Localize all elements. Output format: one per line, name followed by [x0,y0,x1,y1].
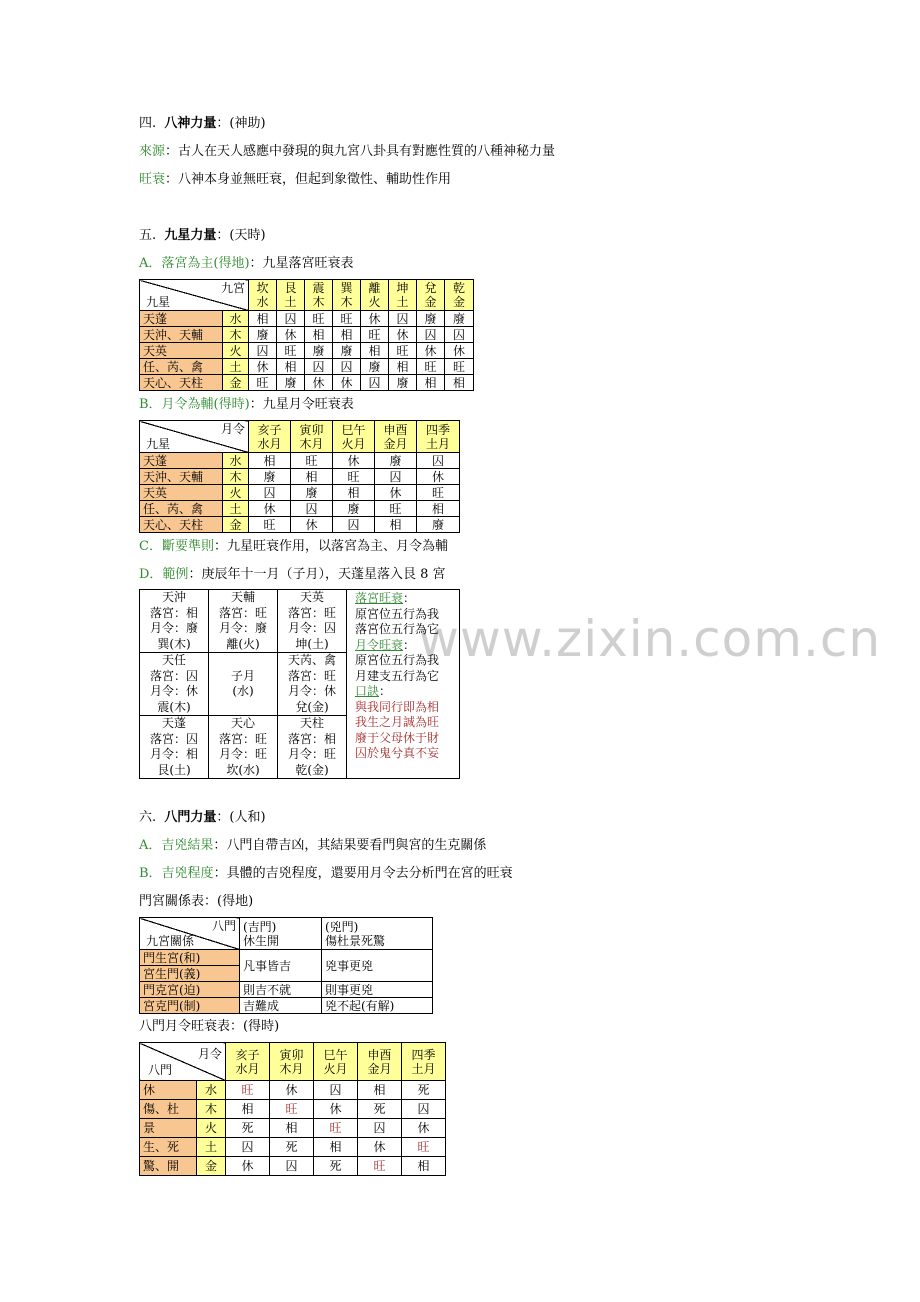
table-row [140,1119,446,1138]
state-cell: 相 [333,485,375,501]
door-name: 休 [140,1081,197,1100]
corner-cell: 九宮 九星 [140,280,249,311]
state-cell: 休 [333,375,361,391]
subsection-d-label: D．範例 [139,567,189,582]
state-cell: 休 [402,1119,446,1138]
state-cell: 相 [358,1081,402,1100]
palace-cell: 天柱 落宮：相 月令：旺 乾(金) [278,716,347,779]
source-text: ：古人在天人感應中發現的與九宮八卦具有對應性質的八種神秘力量 [165,144,556,159]
table-row [140,982,433,998]
state-cell: 旺 [226,1081,270,1100]
state-cell: 相 [333,327,361,343]
state-cell: 休 [277,327,305,343]
state-cell: 廢 [417,311,445,327]
star-element: 土 [223,359,249,375]
state-cell: 囚 [249,343,277,359]
state-cell: 廢 [375,453,417,469]
palace-header: 震 木 [305,280,333,311]
state-cell: 相 [226,1100,270,1119]
star-month-table [139,420,460,533]
state-cell: 相 [361,343,389,359]
month-header: 四季 土月 [417,421,460,453]
state-cell: 廢 [291,485,333,501]
state-cell: 囚 [314,1081,358,1100]
palace-cell: 天任 落宮：囚 月令：休 震(木) [140,653,209,716]
state-cell: 囚 [270,1157,314,1176]
table-row [140,327,474,343]
month-header: 申酉 金月 [358,1043,402,1081]
state-cell: 休 [417,343,445,359]
state-cell: 休 [270,1081,314,1100]
auspicious-door-header: (吉門) 休生開 [240,918,322,950]
relation-label: 宮生門(義) [140,966,240,982]
table-row [140,1081,446,1100]
table-row [140,1157,446,1176]
state-cell: 囚 [445,327,474,343]
state-cell: 廢 [361,359,389,375]
door-name: 景 [140,1119,197,1138]
state-cell: 囚 [277,311,305,327]
state-cell: 旺 [417,359,445,375]
door-palace-table-title: 門宮關係表：(得地) [139,894,254,909]
subsection-c-text: ：九星旺衰作用，以落宮為主、月令為輔 [213,539,448,554]
state-cell: 廢 [305,343,333,359]
section-4-heading [139,116,266,132]
state-cell: 相 [305,327,333,343]
palace-cell: 天蓬 落宮：囚 月令：相 艮(土) [140,716,209,779]
subsection-a [139,256,354,272]
subsection-a-text: ：九星落宮旺衰表 [249,256,354,271]
relation-cell: 吉難成 [240,998,322,1014]
example-grid [139,589,460,779]
palace-header: 巽 木 [333,280,361,311]
state-cell: 旺 [358,1157,402,1176]
table-row [140,950,433,966]
table-row [140,517,460,533]
state-cell: 囚 [333,359,361,375]
star-name: 天沖、天輔 [140,327,223,343]
state-cell: 休 [361,311,389,327]
relation-cell: 兇不起(有解) [322,998,433,1014]
month-header: 巳午 火月 [314,1043,358,1081]
subsection-c [139,539,448,555]
month-header: 巳午 火月 [333,421,375,453]
star-palace-table [139,279,474,391]
state-cell: 休 [305,375,333,391]
star-name: 天英 [140,343,223,359]
wangshuai-line [139,172,451,188]
state-cell: 相 [277,359,305,375]
month-header: 亥子 水月 [249,421,291,453]
state-cell: 旺 [445,359,474,375]
section-title: 八神力量 [164,116,217,131]
state-cell: 囚 [417,453,460,469]
table-row [140,311,474,327]
star-name: 天沖、天輔 [140,469,223,485]
palace-header: 坤 土 [389,280,417,311]
month-header: 四季 土月 [402,1043,446,1081]
watermark: www.zixin.com.cn [418,610,882,668]
state-cell: 廢 [417,517,460,533]
palace-cell: 天英 落宮：旺 月令：囚 坤(土) [278,590,347,653]
state-cell: 囚 [389,311,417,327]
state-cell: 相 [417,375,445,391]
state-cell: 休 [249,359,277,375]
relation-cell: 則吉不就 [240,982,322,998]
state-cell: 旺 [305,311,333,327]
section-subtitle: ：(天時) [216,228,266,243]
month-header: 亥子 水月 [226,1043,270,1081]
door-name: 驚、開 [140,1157,197,1176]
state-cell: 休 [389,327,417,343]
state-cell: 死 [226,1119,270,1138]
palace-cell: 天輔 落宮：旺 月令：廢 離(火) [209,590,278,653]
state-cell: 休 [333,453,375,469]
state-cell: 囚 [226,1138,270,1157]
door-element: 火 [197,1119,226,1138]
state-cell: 相 [417,501,460,517]
month-header: 寅卯 木月 [270,1043,314,1081]
subsection-b-text: ：九星月令旺衰表 [249,397,354,412]
star-name: 天蓬 [140,453,223,469]
inauspicious-door-header: (兇門) 傷杜景死驚 [322,918,433,950]
palace-cell: 天沖 落宮：相 月令：廢 巽(木) [140,590,209,653]
door-palace-table [139,917,433,1014]
state-cell: 旺 [333,469,375,485]
state-cell: 相 [402,1157,446,1176]
source-line [139,144,555,160]
palace-cell: 天心 落宮：旺 月令：旺 坎(水) [209,716,278,779]
table-row [140,469,460,485]
state-cell: 旺 [270,1100,314,1119]
state-cell: 廢 [389,375,417,391]
relation-cell: 凡事皆吉 [240,950,322,982]
state-cell: 休 [417,469,460,485]
section-subtitle: ：(神助) [216,116,266,131]
table-row [140,485,460,501]
palace-header: 坎 水 [249,280,277,311]
state-cell: 囚 [402,1100,446,1119]
table-row [140,343,474,359]
table-row [140,998,433,1014]
state-cell: 囚 [291,501,333,517]
table-row [140,453,460,469]
state-cell: 相 [389,359,417,375]
subsection-6a-text: ：八門自帶吉凶，其結果要看門與宮的生克關係 [213,838,487,853]
palace-cell: 天芮、禽 落宮：旺 月令：休 兌(金) [278,653,347,716]
section-title: 九星力量 [164,228,217,243]
state-cell: 相 [249,453,291,469]
state-cell: 相 [291,469,333,485]
month-header: 申酉 金月 [375,421,417,453]
section-number: 四. [139,116,157,131]
relation-label: 宮克門(制) [140,998,240,1014]
corner-cell: 月令 九星 [140,421,249,453]
star-element: 金 [223,517,249,533]
state-cell: 旺 [277,343,305,359]
palace-header: 艮 土 [277,280,305,311]
door-element: 木 [197,1100,226,1119]
state-cell: 廢 [333,501,375,517]
state-cell: 休 [291,517,333,533]
state-cell: 休 [314,1100,358,1119]
state-cell: 相 [270,1119,314,1138]
star-name: 任、芮、禽 [140,359,223,375]
star-element: 土 [223,501,249,517]
state-cell: 死 [314,1157,358,1176]
subsection-a-label: A．落宮為主(得地) [139,256,250,271]
subsection-d-text: ：庚辰年十一月（子月），天蓬星落入艮 8 宮 [188,567,446,582]
door-element: 水 [197,1081,226,1100]
rule-note: 落宮旺衰： 原宮位五行為我 落宮位五行為它 月令旺衰： 原宮位五行為我 月建支五行為它 口訣： 與我同行即為相 我生之月誠為旺 廢于父母休于財 囚於鬼兮真不妄 [347,590,460,779]
star-element: 火 [223,343,249,359]
state-cell: 休 [226,1157,270,1176]
star-name: 天心、天柱 [140,517,223,533]
star-name: 任、芮、禽 [140,501,223,517]
state-cell: 旺 [249,517,291,533]
state-cell: 囚 [417,327,445,343]
door-month-table [139,1042,446,1176]
center-palace-cell: 子月 (水) [209,653,278,716]
subsection-d [139,567,445,583]
state-cell: 旺 [389,343,417,359]
state-cell: 囚 [358,1119,402,1138]
state-cell: 相 [249,311,277,327]
section-subtitle: ：(人和) [216,810,266,825]
section-title: 八門力量 [164,810,217,825]
state-cell: 囚 [361,375,389,391]
subsection-6a-label: A．吉兇結果 [139,838,214,853]
state-cell: 旺 [291,453,333,469]
state-cell: 旺 [375,501,417,517]
state-cell: 相 [314,1138,358,1157]
door-name: 生、死 [140,1138,197,1157]
subsection-b-label: B．月令為輔(得時) [139,397,250,412]
star-name: 天心、天柱 [140,375,223,391]
state-cell: 休 [375,485,417,501]
state-cell: 旺 [314,1119,358,1138]
state-cell: 休 [445,343,474,359]
door-element: 土 [197,1138,226,1157]
state-cell: 休 [358,1138,402,1157]
table-row [140,1100,446,1119]
state-cell: 囚 [305,359,333,375]
state-cell: 囚 [249,485,291,501]
state-cell: 廢 [445,311,474,327]
state-cell: 囚 [333,517,375,533]
section-number: 五. [139,228,157,243]
star-name: 天英 [140,485,223,501]
state-cell: 旺 [333,311,361,327]
door-name: 傷、杜 [140,1100,197,1119]
state-cell: 囚 [375,469,417,485]
subsection-6b-label: B．吉兇程度 [139,866,214,881]
table-row [140,501,460,517]
relation-label: 門克宮(迫) [140,982,240,998]
state-cell: 相 [445,375,474,391]
subsection-6a [139,838,486,854]
table-row [140,375,474,391]
star-element: 火 [223,485,249,501]
relation-cell: 則事更兇 [322,982,433,998]
state-cell: 廢 [333,343,361,359]
source-label: 來源 [139,144,166,159]
state-cell: 旺 [417,485,460,501]
table-row [140,359,474,375]
subsection-6b-text: ：具體的吉兇程度，還要用月令去分析門在宮的旺衰 [213,866,513,881]
star-element: 水 [223,311,249,327]
state-cell: 旺 [361,327,389,343]
state-cell: 廢 [249,469,291,485]
state-cell: 相 [375,517,417,533]
star-element: 金 [223,375,249,391]
star-element: 木 [223,327,249,343]
state-cell: 死 [402,1081,446,1100]
door-element: 金 [197,1157,226,1176]
palace-header: 兌 金 [417,280,445,311]
palace-header: 乾 金 [445,280,474,311]
section-6-heading [139,810,266,826]
star-element: 水 [223,453,249,469]
state-cell: 旺 [402,1138,446,1157]
star-element: 木 [223,469,249,485]
state-cell: 旺 [249,375,277,391]
state-cell: 死 [270,1138,314,1157]
subsection-6b [139,866,513,882]
month-header: 寅卯 木月 [291,421,333,453]
section-5-heading [139,228,266,244]
state-cell: 廢 [249,327,277,343]
palace-header: 離 火 [361,280,389,311]
section-number: 六. [139,810,157,825]
subsection-c-label: C．斷要準則 [139,539,214,554]
subsection-b [139,397,354,413]
relation-label: 門生宮(和) [140,950,240,966]
corner-cell: 月令 八門 [140,1043,226,1081]
star-name: 天蓬 [140,311,223,327]
state-cell: 休 [249,501,291,517]
state-cell: 死 [358,1100,402,1119]
wangshuai-label: 旺衰 [139,172,166,187]
corner-cell: 八門 九宮關係 [140,918,240,950]
door-month-table-title: 八門月令旺衰表：(得時) [139,1019,280,1034]
table-row [140,1138,446,1157]
relation-cell: 兇事更兇 [322,950,433,982]
wangshuai-text: ：八神本身並無旺衰，但起到象徵性、輔助性作用 [165,172,452,187]
state-cell: 廢 [277,375,305,391]
